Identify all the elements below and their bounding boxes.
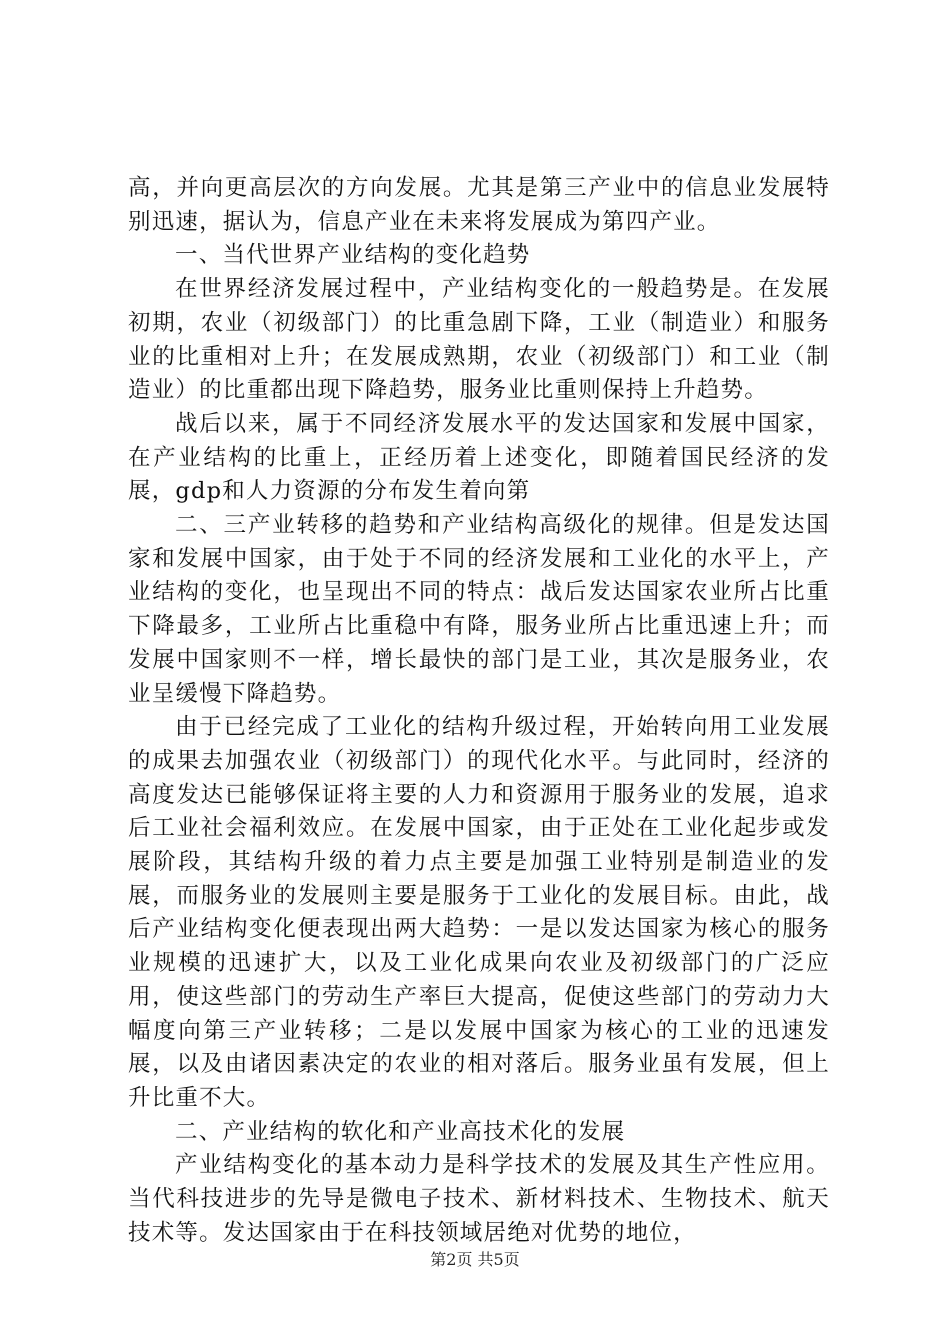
section-heading: 一、当代世界产业结构的变化趋势 (175, 242, 531, 269)
document-body (128, 172, 830, 1251)
paragraph: 产业结构变化的基本动力是科学技术的发展及其生产性应用。当代科技进步的先导是微电子技术、新材料技术、生物技术、航天技术等。发达国家由于在科技领域居绝对优势的地位， (128, 1152, 830, 1246)
paragraph-continuation: 高，并向更高层次的方向发展。尤其是第三产业中的信息业发展特别迅速，据认为，信息产业在未来将发展成为第四产业。 (128, 175, 830, 235)
page-footer: 第2页 共5页 (430, 1250, 520, 1269)
section-heading: 二、产业结构的软化和产业高技术化的发展 (175, 1118, 626, 1145)
paragraph: 在世界经济发展过程中，产业结构变化的一般趋势是。在发展初期，农业（初级部门）的比重急剧下降，工业（制造业）和服务业的比重相对上升；在发展成熟期，农业（初级部门）和工业（制造业）的比重都出现下降趋势，服务业比重则保持上升趋势。 (128, 276, 830, 404)
paragraph: 由于已经完成了工业化的结构升级过程，开始转向用工业发展的成果去加强农业（初级部门）的现代化水平。与此同时，经济的高度发达已能够保证将主要的人力和资源用于服务业的发展，追求后工业社会福利效应。在发展中国家，由于正处在工业化起步或发展阶段，其结构升级的着力点主要是加强工业特别是制造业的发展，而服务业的发展则主要是服务于工业化的发展目标。由此，战后产业结构变化便表现出两大趋势：一是以发达国家为核心的服务业规模的迅速扩大，以及工业化成果向农业及初级部门的广泛应用，使这些部门的劳动生产率巨大提高，促使这些部门的劳动力大幅度向第三产业转移；二是以发展中国家为核心的工业的迅速发展，以及由诸因素决定的农业的相对落后。服务业虽有发展，但上升比重不大。 (128, 714, 830, 1111)
paragraph: 战后以来，属于不同经济发展水平的发达国家和发展中国家，在产业结构的比重上，正经历着上述变化，即随着国民经济的发展，gdp和人力资源的分布发生着向第 (128, 410, 830, 505)
paragraph: 二、三产业转移的趋势和产业结构高级化的规律。但是发达国家和发展中国家，由于处于不同的经济发展和工业化的水平上，产业结构的变化，也呈现出不同的特点：战后发达国家农业所占比重下降最多，工业所占比重稳中有降，服务业所占比重迅速上升；而发展中国家则不一样，增长最快的部门是工业，其次是服务业，农业呈缓慢下降趋势。 (128, 512, 830, 707)
